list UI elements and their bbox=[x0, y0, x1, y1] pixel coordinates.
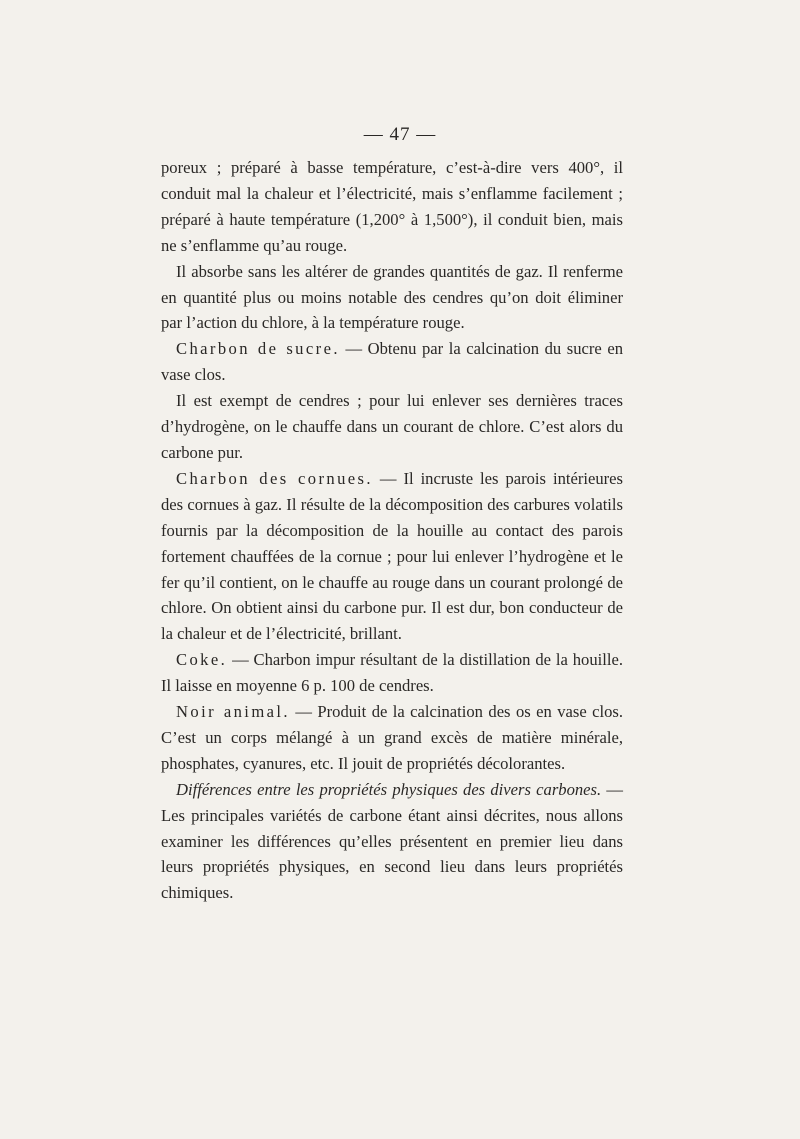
paragraph-charbon-de-sucre: Charbon de sucre. — Obtenu par la calcination du sucre en vase clos. bbox=[161, 339, 623, 385]
paragraph-charbon-des-cornues: Charbon des cornues. — Il incruste les parois intérieures des cornues à gaz. Il résulte de la décomposition des carbures volatils fournis par la décomposition de la houille au contact des parois fortement chauffées de la cornue ; pour lui enlever l’hydrogène et le fer qu’il contient, on le chauffe au rouge dans un courant prolongé de chlore. On obtient ainsi du carbone pur. Il est dur, bon conducteur de la chaleur et de l’électricité, brillant. bbox=[161, 468, 623, 644]
heading-charbon-des-cornues: Charbon des cornues. bbox=[176, 468, 373, 488]
heading-charbon-de-sucre: Charbon de sucre. bbox=[176, 339, 340, 359]
paragraph-differences: Différences entre les propriétés physiques des divers carbones. — Les principales variétés de carbone étant ainsi décrites, nous allons examiner les différences qu’elles présentent en premier lieu dans leurs propriétés physiques, en second lieu dans leurs propriétés chimiques. bbox=[161, 779, 623, 903]
heading-differences: Différences entre les propriétés physiques des divers carbones. bbox=[176, 779, 602, 799]
heading-noir-animal: Noir animal. bbox=[176, 702, 290, 722]
paragraph-coke: Coke. — Charbon impur résultant de la distillation de la houille. Il laisse en moyenne 6 p. 100 de cendres. bbox=[161, 650, 623, 696]
heading-coke: Coke. bbox=[176, 650, 228, 670]
paragraph-2: Il absorbe sans les altérer de grandes quantités de gaz. Il renferme en quantité plus ou moins notable des cendres qu’on doit éliminer par l’action du chlore, à la température rouge. bbox=[161, 261, 623, 333]
paragraph-1: poreux ; préparé à basse température, c’est-à-dire vers 400°, il conduit mal la chaleur et l’électricité, mais s’enflamme facilement ; préparé à haute température (1,200° à 1,500°), il conduit bien, mais ne s’enflamme qu’au rouge. bbox=[161, 158, 623, 255]
body-text bbox=[161, 155, 623, 906]
paragraph-4: Il est exempt de cendres ; pour lui enlever ses dernières traces d’hydrogène, on le chauffe dans un courant de chlore. C’est alors du carbone pur. bbox=[161, 391, 623, 462]
paragraph-noir-animal: Noir animal. — Produit de la calcination des os en vase clos. C’est un corps mélangé à un grand excès de matière minérale, phosphates, cyanures, etc. Il jouit de propriétés décolorantes. bbox=[161, 702, 623, 773]
page-number: — 47 — bbox=[363, 124, 437, 145]
